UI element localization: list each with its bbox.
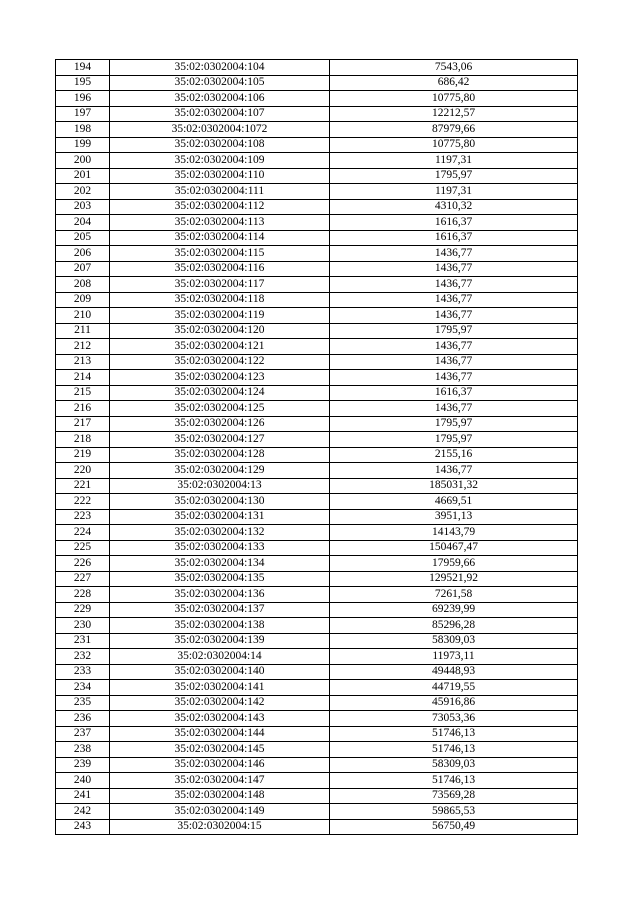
table-row <box>56 339 578 355</box>
cadastral-number-cell: 35:02:0302004:119 <box>110 308 330 324</box>
cadastral-number-cell: 35:02:0302004:134 <box>110 556 330 572</box>
cadastral-number-cell: 35:02:0302004:127 <box>110 432 330 448</box>
row-number-cell: 230 <box>56 618 110 634</box>
table-row <box>56 75 578 91</box>
cadastral-number-cell: 35:02:0302004:15 <box>110 819 330 835</box>
cadastral-number-cell: 35:02:0302004:120 <box>110 323 330 339</box>
row-number-cell: 231 <box>56 633 110 649</box>
row-number-cell: 214 <box>56 370 110 386</box>
cadastral-number-cell: 35:02:0302004:108 <box>110 137 330 153</box>
row-number-cell: 215 <box>56 385 110 401</box>
cadastral-value-cell: 4310,32 <box>330 199 578 215</box>
row-number-cell: 222 <box>56 494 110 510</box>
cadastral-value-cell: 69239,99 <box>330 602 578 618</box>
cadastral-value-cell: 1436,77 <box>330 354 578 370</box>
table-row <box>56 447 578 463</box>
cadastral-number-cell: 35:02:0302004:140 <box>110 664 330 680</box>
cadastral-value-cell: 17959,66 <box>330 556 578 572</box>
row-number-cell: 243 <box>56 819 110 835</box>
row-number-cell: 221 <box>56 478 110 494</box>
cadastral-value-cell: 1436,77 <box>330 277 578 293</box>
cadastral-number-cell: 35:02:0302004:146 <box>110 757 330 773</box>
row-number-cell: 237 <box>56 726 110 742</box>
table-row <box>56 556 578 572</box>
cadastral-number-cell: 35:02:0302004:144 <box>110 726 330 742</box>
cadastral-number-cell: 35:02:0302004:143 <box>110 711 330 727</box>
table-row <box>56 106 578 122</box>
table-row <box>56 122 578 138</box>
cadastral-value-cell: 1197,31 <box>330 184 578 200</box>
cadastral-number-cell: 35:02:0302004:131 <box>110 509 330 525</box>
cadastral-number-cell: 35:02:0302004:14 <box>110 649 330 665</box>
row-number-cell: 228 <box>56 587 110 603</box>
table-body <box>56 60 578 835</box>
table-row <box>56 742 578 758</box>
cadastral-value-cell: 14143,79 <box>330 525 578 541</box>
cadastral-value-cell: 1616,37 <box>330 385 578 401</box>
cadastral-number-cell: 35:02:0302004:138 <box>110 618 330 634</box>
table-row <box>56 91 578 107</box>
row-number-cell: 233 <box>56 664 110 680</box>
cadastral-number-cell: 35:02:0302004:130 <box>110 494 330 510</box>
table-row <box>56 308 578 324</box>
cadastral-number-cell: 35:02:0302004:147 <box>110 773 330 789</box>
cadastral-number-cell: 35:02:0302004:13 <box>110 478 330 494</box>
table-row <box>56 618 578 634</box>
cadastral-value-cell: 1436,77 <box>330 292 578 308</box>
row-number-cell: 212 <box>56 339 110 355</box>
table-row <box>56 494 578 510</box>
cadastral-value-cell: 49448,93 <box>330 664 578 680</box>
cadastral-number-cell: 35:02:0302004:129 <box>110 463 330 479</box>
cadastral-value-cell: 185031,32 <box>330 478 578 494</box>
cadastral-value-cell: 10775,80 <box>330 91 578 107</box>
row-number-cell: 227 <box>56 571 110 587</box>
table-row <box>56 153 578 169</box>
table-row <box>56 649 578 665</box>
table-row <box>56 277 578 293</box>
table-row <box>56 246 578 262</box>
row-number-cell: 203 <box>56 199 110 215</box>
cadastral-number-cell: 35:02:0302004:114 <box>110 230 330 246</box>
cadastral-value-cell: 3951,13 <box>330 509 578 525</box>
cadastral-value-cell: 4669,51 <box>330 494 578 510</box>
row-number-cell: 225 <box>56 540 110 556</box>
cadastral-number-cell: 35:02:0302004:110 <box>110 168 330 184</box>
cadastral-number-cell: 35:02:0302004:149 <box>110 804 330 820</box>
table-row <box>56 230 578 246</box>
cadastral-number-cell: 35:02:0302004:132 <box>110 525 330 541</box>
table-row <box>56 773 578 789</box>
cadastral-value-cell: 10775,80 <box>330 137 578 153</box>
row-number-cell: 213 <box>56 354 110 370</box>
cadastral-number-cell: 35:02:0302004:124 <box>110 385 330 401</box>
row-number-cell: 241 <box>56 788 110 804</box>
row-number-cell: 235 <box>56 695 110 711</box>
row-number-cell: 239 <box>56 757 110 773</box>
table-row <box>56 137 578 153</box>
cadastral-value-cell: 51746,13 <box>330 773 578 789</box>
table-row <box>56 540 578 556</box>
cadastral-number-cell: 35:02:0302004:115 <box>110 246 330 262</box>
cadastral-number-cell: 35:02:0302004:104 <box>110 60 330 76</box>
cadastral-number-cell: 35:02:0302004:105 <box>110 75 330 91</box>
row-number-cell: 202 <box>56 184 110 200</box>
cadastral-number-cell: 35:02:0302004:109 <box>110 153 330 169</box>
cadastral-number-cell: 35:02:0302004:122 <box>110 354 330 370</box>
table-row <box>56 60 578 76</box>
cadastral-value-cell: 1795,97 <box>330 168 578 184</box>
cadastral-value-cell: 56750,49 <box>330 819 578 835</box>
cadastral-value-cell: 1795,97 <box>330 416 578 432</box>
table-row <box>56 711 578 727</box>
cadastral-number-cell: 35:02:0302004:148 <box>110 788 330 804</box>
row-number-cell: 236 <box>56 711 110 727</box>
table-row <box>56 509 578 525</box>
cadastral-value-cell: 73053,36 <box>330 711 578 727</box>
table-row <box>56 292 578 308</box>
row-number-cell: 218 <box>56 432 110 448</box>
cadastral-value-cell: 7261,58 <box>330 587 578 603</box>
cadastral-number-cell: 35:02:0302004:137 <box>110 602 330 618</box>
cadastral-number-cell: 35:02:0302004:133 <box>110 540 330 556</box>
cadastral-value-cell: 1616,37 <box>330 230 578 246</box>
cadastral-value-cell: 1436,77 <box>330 308 578 324</box>
row-number-cell: 198 <box>56 122 110 138</box>
cadastral-number-cell: 35:02:0302004:118 <box>110 292 330 308</box>
cadastral-number-cell: 35:02:0302004:128 <box>110 447 330 463</box>
cadastral-value-cell: 1436,77 <box>330 463 578 479</box>
cadastral-number-cell: 35:02:0302004:111 <box>110 184 330 200</box>
cadastral-value-cell: 11973,11 <box>330 649 578 665</box>
table-row <box>56 695 578 711</box>
row-number-cell: 223 <box>56 509 110 525</box>
table-row <box>56 199 578 215</box>
cadastral-value-cell: 1795,97 <box>330 323 578 339</box>
row-number-cell: 219 <box>56 447 110 463</box>
cadastral-value-cell: 51746,13 <box>330 742 578 758</box>
cadastral-number-cell: 35:02:0302004:135 <box>110 571 330 587</box>
table-row <box>56 416 578 432</box>
cadastral-value-cell: 686,42 <box>330 75 578 91</box>
cadastral-number-cell: 35:02:0302004:107 <box>110 106 330 122</box>
cadastral-number-cell: 35:02:0302004:141 <box>110 680 330 696</box>
table-row <box>56 804 578 820</box>
row-number-cell: 242 <box>56 804 110 820</box>
cadastral-number-cell: 35:02:0302004:136 <box>110 587 330 603</box>
cadastral-value-cell: 1197,31 <box>330 153 578 169</box>
cadastral-value-cell: 1616,37 <box>330 215 578 231</box>
row-number-cell: 240 <box>56 773 110 789</box>
row-number-cell: 207 <box>56 261 110 277</box>
table-row <box>56 354 578 370</box>
row-number-cell: 199 <box>56 137 110 153</box>
table-row <box>56 478 578 494</box>
cadastral-value-cell: 7543,06 <box>330 60 578 76</box>
cadastral-number-cell: 35:02:0302004:116 <box>110 261 330 277</box>
table-row <box>56 819 578 835</box>
row-number-cell: 220 <box>56 463 110 479</box>
cadastral-value-table <box>55 59 578 835</box>
cadastral-value-cell: 85296,28 <box>330 618 578 634</box>
cadastral-number-cell: 35:02:0302004:112 <box>110 199 330 215</box>
cadastral-number-cell: 35:02:0302004:1072 <box>110 122 330 138</box>
row-number-cell: 208 <box>56 277 110 293</box>
table-row <box>56 184 578 200</box>
cadastral-value-cell: 1795,97 <box>330 432 578 448</box>
row-number-cell: 229 <box>56 602 110 618</box>
table-row <box>56 370 578 386</box>
cadastral-number-cell: 35:02:0302004:106 <box>110 91 330 107</box>
table-row <box>56 757 578 773</box>
cadastral-number-cell: 35:02:0302004:125 <box>110 401 330 417</box>
row-number-cell: 197 <box>56 106 110 122</box>
cadastral-value-cell: 44719,55 <box>330 680 578 696</box>
table-row <box>56 633 578 649</box>
row-number-cell: 211 <box>56 323 110 339</box>
table-row <box>56 571 578 587</box>
table-row <box>56 602 578 618</box>
row-number-cell: 210 <box>56 308 110 324</box>
cadastral-number-cell: 35:02:0302004:113 <box>110 215 330 231</box>
cadastral-number-cell: 35:02:0302004:117 <box>110 277 330 293</box>
table-row <box>56 261 578 277</box>
row-number-cell: 201 <box>56 168 110 184</box>
cadastral-value-cell: 45916,86 <box>330 695 578 711</box>
row-number-cell: 232 <box>56 649 110 665</box>
table-row <box>56 664 578 680</box>
table-row <box>56 525 578 541</box>
row-number-cell: 196 <box>56 91 110 107</box>
cadastral-value-cell: 1436,77 <box>330 370 578 386</box>
cadastral-value-cell: 129521,92 <box>330 571 578 587</box>
table-row <box>56 168 578 184</box>
row-number-cell: 234 <box>56 680 110 696</box>
row-number-cell: 204 <box>56 215 110 231</box>
row-number-cell: 200 <box>56 153 110 169</box>
cadastral-value-cell: 73569,28 <box>330 788 578 804</box>
table-row <box>56 432 578 448</box>
row-number-cell: 226 <box>56 556 110 572</box>
row-number-cell: 216 <box>56 401 110 417</box>
cadastral-value-cell: 1436,77 <box>330 246 578 262</box>
table-row <box>56 726 578 742</box>
cadastral-value-cell: 1436,77 <box>330 261 578 277</box>
cadastral-value-cell: 2155,16 <box>330 447 578 463</box>
cadastral-value-cell: 87979,66 <box>330 122 578 138</box>
row-number-cell: 195 <box>56 75 110 91</box>
cadastral-number-cell: 35:02:0302004:123 <box>110 370 330 386</box>
table-row <box>56 385 578 401</box>
row-number-cell: 217 <box>56 416 110 432</box>
table-row <box>56 401 578 417</box>
cadastral-number-cell: 35:02:0302004:139 <box>110 633 330 649</box>
cadastral-number-cell: 35:02:0302004:145 <box>110 742 330 758</box>
cadastral-value-cell: 59865,53 <box>330 804 578 820</box>
cadastral-value-cell: 12212,57 <box>330 106 578 122</box>
cadastral-number-cell: 35:02:0302004:121 <box>110 339 330 355</box>
cadastral-value-cell: 51746,13 <box>330 726 578 742</box>
cadastral-value-cell: 150467,47 <box>330 540 578 556</box>
table-row <box>56 463 578 479</box>
row-number-cell: 209 <box>56 292 110 308</box>
row-number-cell: 238 <box>56 742 110 758</box>
table-row <box>56 680 578 696</box>
row-number-cell: 205 <box>56 230 110 246</box>
cadastral-number-cell: 35:02:0302004:126 <box>110 416 330 432</box>
table-row <box>56 587 578 603</box>
table-row <box>56 788 578 804</box>
row-number-cell: 206 <box>56 246 110 262</box>
row-number-cell: 224 <box>56 525 110 541</box>
row-number-cell: 194 <box>56 60 110 76</box>
cadastral-value-cell: 58309,03 <box>330 757 578 773</box>
cadastral-value-cell: 58309,03 <box>330 633 578 649</box>
cadastral-number-cell: 35:02:0302004:142 <box>110 695 330 711</box>
table-row <box>56 215 578 231</box>
cadastral-value-cell: 1436,77 <box>330 339 578 355</box>
table-row <box>56 323 578 339</box>
cadastral-value-cell: 1436,77 <box>330 401 578 417</box>
